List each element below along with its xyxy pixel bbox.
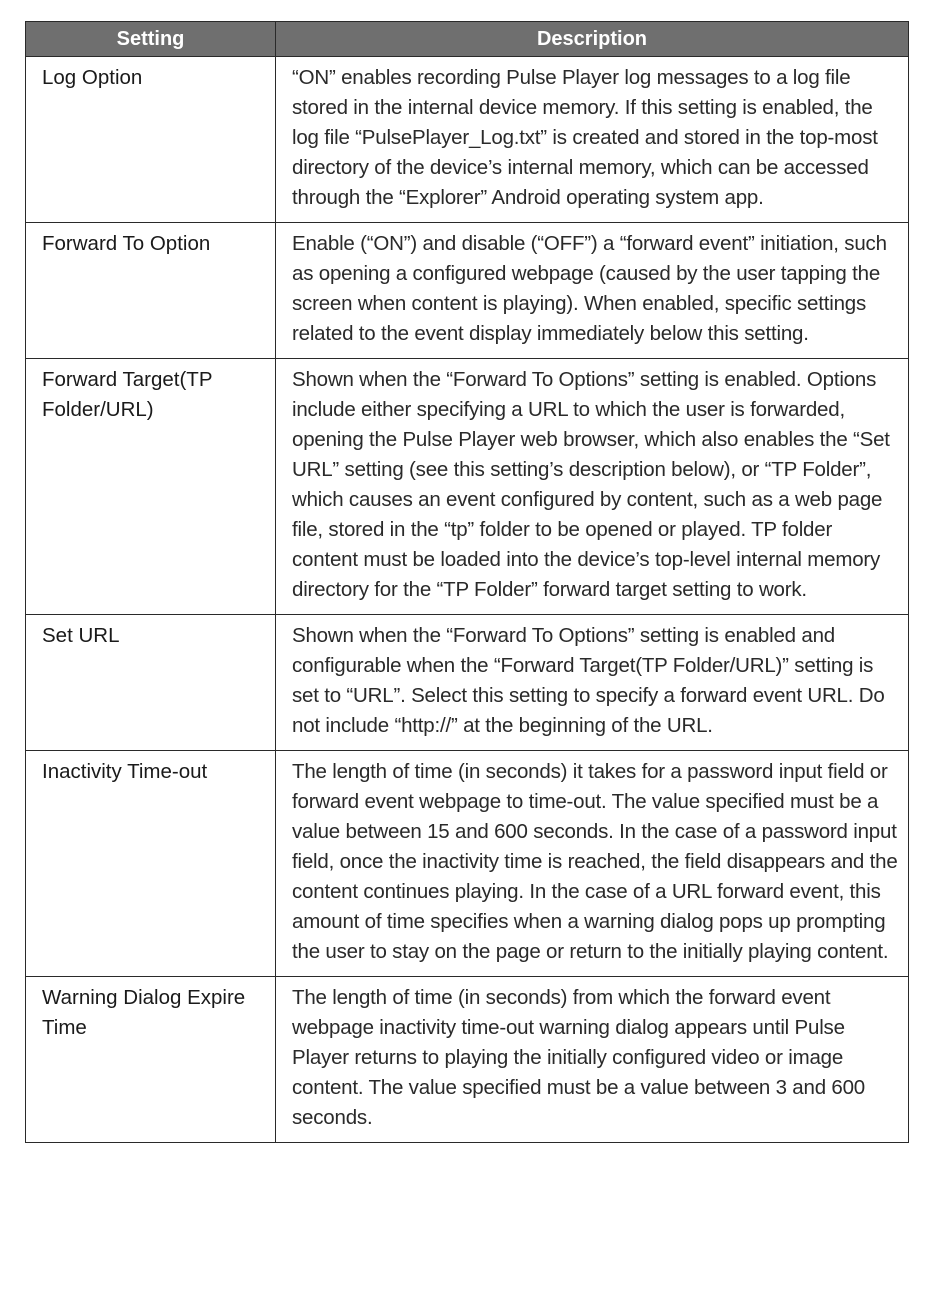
setting-name: Set URL xyxy=(26,615,276,751)
setting-name: Forward To Option xyxy=(26,223,276,359)
header-setting: Setting xyxy=(26,22,276,57)
table-row xyxy=(26,977,909,1143)
setting-description: The length of time (in seconds) from which the forward event webpage inactivity time-out warning dialog appears until Pulse Player returns to playing the initially configured video or image content. The value specified must be a value between 3 and 600 seconds. xyxy=(276,977,909,1143)
table-header-row xyxy=(26,22,909,57)
table-row xyxy=(26,359,909,615)
setting-name: Warning Dialog Expire Time xyxy=(26,977,276,1143)
table-row xyxy=(26,57,909,223)
settings-table xyxy=(25,21,909,1143)
setting-description: Enable (“ON”) and disable (“OFF”) a “forward event” initiation, such as opening a configured webpage (caused by the user tapping the screen when content is playing). When enabled, specific settings related to the event display immediately below this setting. xyxy=(276,223,909,359)
table-row xyxy=(26,615,909,751)
setting-name: Inactivity Time-out xyxy=(26,751,276,977)
setting-description: Shown when the “Forward To Options” setting is enabled and configurable when the “Forward Target(TP Folder/URL)” setting is set to “URL”. Select this setting to specify a forward event URL. Do not include “http://” at the beginning of the URL. xyxy=(276,615,909,751)
table-row xyxy=(26,223,909,359)
table-row xyxy=(26,751,909,977)
setting-description: Shown when the “Forward To Options” setting is enabled. Options include either specifying a URL to which the user is forwarded, opening the Pulse Player web browser, which also enables the “Set URL” setting (see this setting’s description below), or “TP Folder”, which causes an event configured by content, such as a web page file, stored in the “tp” folder to be opened or played. TP folder content must be loaded into the device’s top-level internal memory directory for the “TP Folder” forward target setting to work. xyxy=(276,359,909,615)
setting-name: Log Option xyxy=(26,57,276,223)
setting-description: “ON” enables recording Pulse Player log messages to a log file stored in the internal device memory. If this setting is enabled, the log file “PulsePlayer_Log.txt” is created and stored in the top-most directory of the device’s internal memory, which can be accessed through the “Explorer” Android operating system app. xyxy=(276,57,909,223)
setting-description: The length of time (in seconds) it takes for a password input field or forward event webpage to time-out. The value specified must be a value between 15 and 600 seconds. In the case of a password input field, once the inactivity time is reached, the field disappears and the content continues playing. In the case of a URL forward event, this amount of time specifies when a warning dialog pops up prompting the user to stay on the page or return to the initially playing content. xyxy=(276,751,909,977)
setting-name: Forward Target(TP Folder/URL) xyxy=(26,359,276,615)
header-description: Description xyxy=(276,22,909,57)
